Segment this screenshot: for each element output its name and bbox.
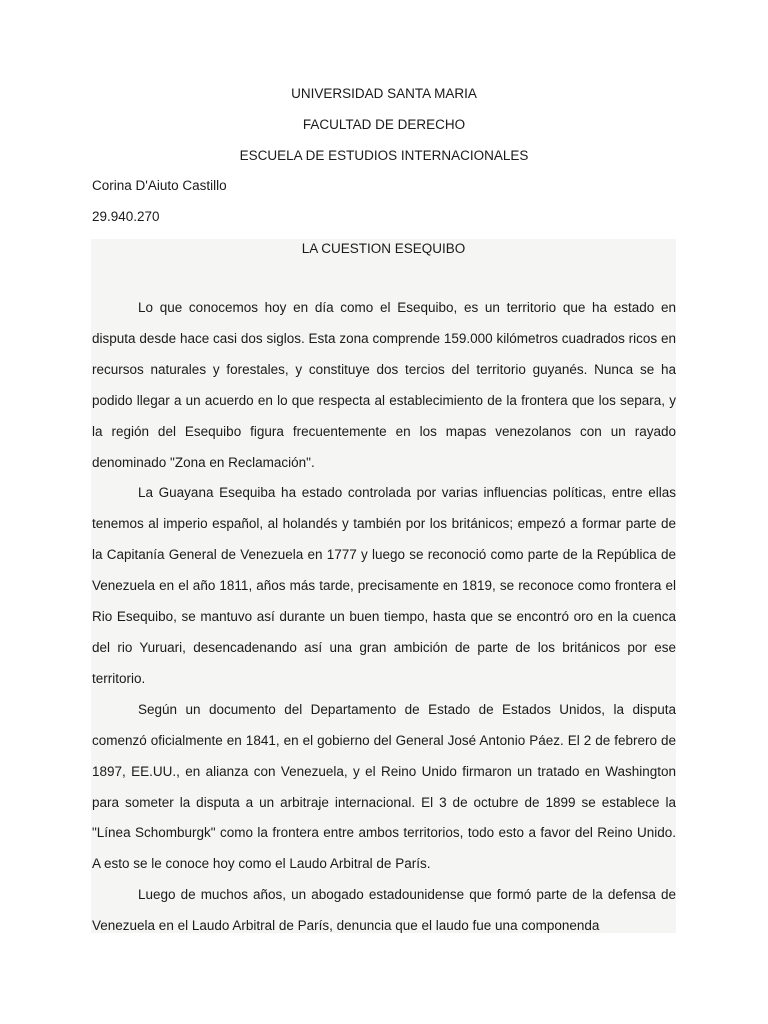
- university-name: UNIVERSIDAD SANTA MARIA: [291, 86, 477, 101]
- paragraph: La Guayana Esequiba ha estado controlada por varias influencias políticas, entre ellas tenemos al imperio español, al holandés y también por los británicos; empezó a formar parte de la Capitanía General de Venezuela en 1777 y luego se reconoció como parte de la República de Venezuela en el año 1811, años más tarde, precisamente en 1819, se reconoce como frontera el Rio Esequibo, se mantuvo así durante un buen tiempo, hasta que se encontró oro en la cuenca del rio Yuruari, desencadenando así una gran ambición de parte de los británicos por ese territorio.: [92, 485, 676, 686]
- school-name: ESCUELA DE ESTUDIOS INTERNACIONALES: [239, 148, 529, 163]
- document-title: LA CUESTION ESEQUIBO: [301, 241, 466, 256]
- faculty-name: FACULTAD DE DERECHO: [302, 117, 466, 132]
- paragraph: Según un documento del Departamento de Estado de Estados Unidos, la disputa comenzó oficialmente en 1841, en el gobierno del General José Antonio Páez. El 2 de febrero de 1897, EE.UU., en alianza con Venezuela, y el Reino Unido firmaron un tratado en Washington para someter la disputa a un arbitraje internacional. El 3 de octubre de 1899 se establece la "Línea Schomburgk" como la frontera entre ambos territorios, todo esto a favor del Reino Unido. A esto se le conoce hoy como el Laudo Arbitral de París.: [92, 701, 676, 872]
- author-id: 29.940.270: [92, 209, 160, 224]
- body-text: [92, 293, 676, 942]
- author-name: Corina D'Aiuto Castillo: [92, 178, 227, 193]
- document-body: [91, 239, 676, 933]
- paragraph: Lo que conocemos hoy en día como el Esequibo, es un territorio que ha estado en disputa desde hace casi dos siglos. Esta zona comprende 159.000 kilómetros cuadrados ricos en recursos naturales y forestales, y constituye dos tercios del territorio guyanés. Nunca se ha podido llegar a un acuerdo en lo que respecta al establecimiento de la frontera que los separa, y la región del Esequibo figura frecuentemente en los mapas venezolanos con un rayado denominado "Zona en Reclamación".: [92, 300, 676, 470]
- paragraph: Luego de muchos años, un abogado estadounidense que formó parte de la defensa de Venezuela en el Laudo Arbitral de París, denuncia que el laudo fue una componenda: [92, 887, 676, 934]
